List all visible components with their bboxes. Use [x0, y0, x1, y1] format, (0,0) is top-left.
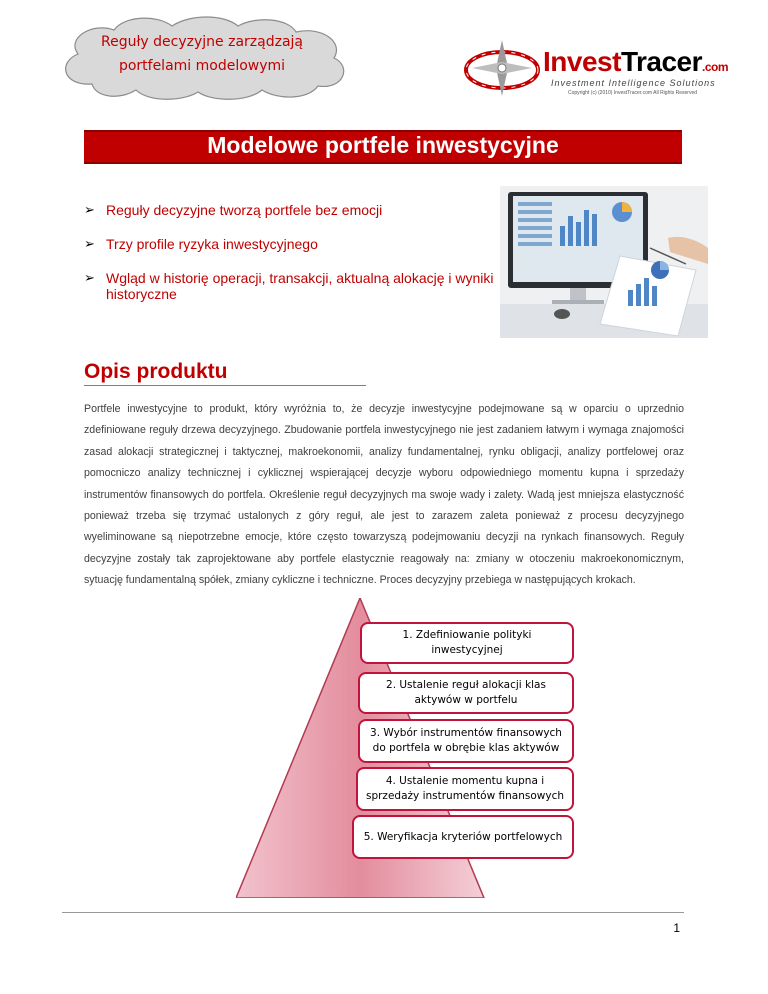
step-2-line2: aktywów w portfelu	[414, 694, 518, 706]
arrow-bullet-icon: ➢	[84, 202, 95, 217]
logo-copyright: Copyright (c) (2010) InvestTracer.com All Rights Reserved	[568, 90, 698, 96]
arrow-bullet-icon: ➢	[84, 270, 95, 285]
step-2	[358, 672, 574, 714]
step-2-line1: 2. Ustalenie reguł alokacji klas	[386, 679, 546, 691]
feature-item	[84, 202, 504, 218]
logo-subtitle: Investment Intelligence Solutions	[551, 78, 716, 88]
feature-item	[84, 236, 504, 252]
feature-item	[84, 270, 504, 302]
feature-list	[84, 202, 504, 320]
analysis-photo	[500, 186, 708, 338]
cloud-line-2: portfelami modelowymi	[118, 58, 286, 74]
step-4	[356, 767, 574, 811]
footer-rule	[62, 912, 684, 913]
step-5	[352, 815, 574, 859]
logo-wordmark	[543, 46, 728, 78]
step-3	[358, 719, 574, 763]
step-1	[360, 622, 574, 664]
step-4-line2: sprzedaży instrumentów finansowych	[365, 790, 564, 802]
investtracer-logo-icon	[462, 38, 544, 98]
section-heading: Opis produktu	[84, 360, 228, 383]
cloud-text	[62, 30, 342, 78]
step-1-line2: inwestycyjnej	[431, 644, 503, 656]
step-3-line1: 3. Wybór instrumentów finansowych	[370, 727, 562, 739]
feature-text: Trzy profile ryzyka inwestycyjnego	[106, 236, 318, 252]
logo-tracer: Tracer	[620, 46, 703, 77]
cloud-line-1: Reguły decyzyjne zarządzają	[100, 34, 304, 50]
step-3-line2: do portfela w obrębie klas aktywów	[372, 742, 560, 754]
section-underline	[84, 385, 366, 386]
page-title: Modelowe portfele inwestycyjne	[207, 132, 559, 158]
logo-invest: Invest	[543, 46, 621, 77]
logo-com: .com	[702, 60, 729, 74]
step-4-line1: 4. Ustalenie momentu kupna i	[385, 775, 545, 787]
page-number: 1	[673, 921, 680, 935]
step-1-line1: 1. Zdefiniowanie polityki	[402, 629, 532, 641]
step-5-line1: 5. Weryfikacja kryteriów portfelowych	[363, 830, 563, 843]
feature-text: Reguły decyzyjne tworzą portfele bez emocji	[106, 202, 383, 218]
product-description: Portfele inwestycyjne to produkt, który wyróżnia to, że decyzje inwestycyjne podejmowane są w oparciu o uprzednio zdefiniowane reguły drzewa decyzyjnego. Zbudowanie portfela inwestycyjnego nie jest zadaniem łatwym i wymaga znajomości zasad alokacji strategicznej i taktycznej, makroekonomii, analizy fundamentalnej, rynku obligacji, analizy portfelowej oraz pomocniczo analizy technicznej i cyklicznej wspierającej decyzje wyboru odpowiedniego momentu kupna i sprzedaży instrumentów finansowych do portfela. Określenie reguł decyzyjnych ma swoje wady i zalety. Wadą jest mniejsza elastyczność ponieważ trzeba się trzymać ustalonych z góry reguł, ale jest to zarazem zaleta ponieważ z procesu decyzyjnego wyeliminowane są niepotrzebne emocje, które często towarzyszą podejmowaniu decyzji na rynkach finansowych. Reguły decyzyjne zostały tak zaprojektowane aby portfele elastycznie reagowały na: zmiany w otoczeniu makroekonomicznym, sytuację fundamentalną spółek, zmiany cykliczne i techniczne. Proces decyzyjny przebiega w następujących krokach.	[84, 403, 684, 587]
arrow-bullet-icon: ➢	[84, 236, 95, 251]
feature-text: Wgląd w historię operacji, transakcji, aktualną alokację i wyniki historyczne	[106, 270, 494, 302]
